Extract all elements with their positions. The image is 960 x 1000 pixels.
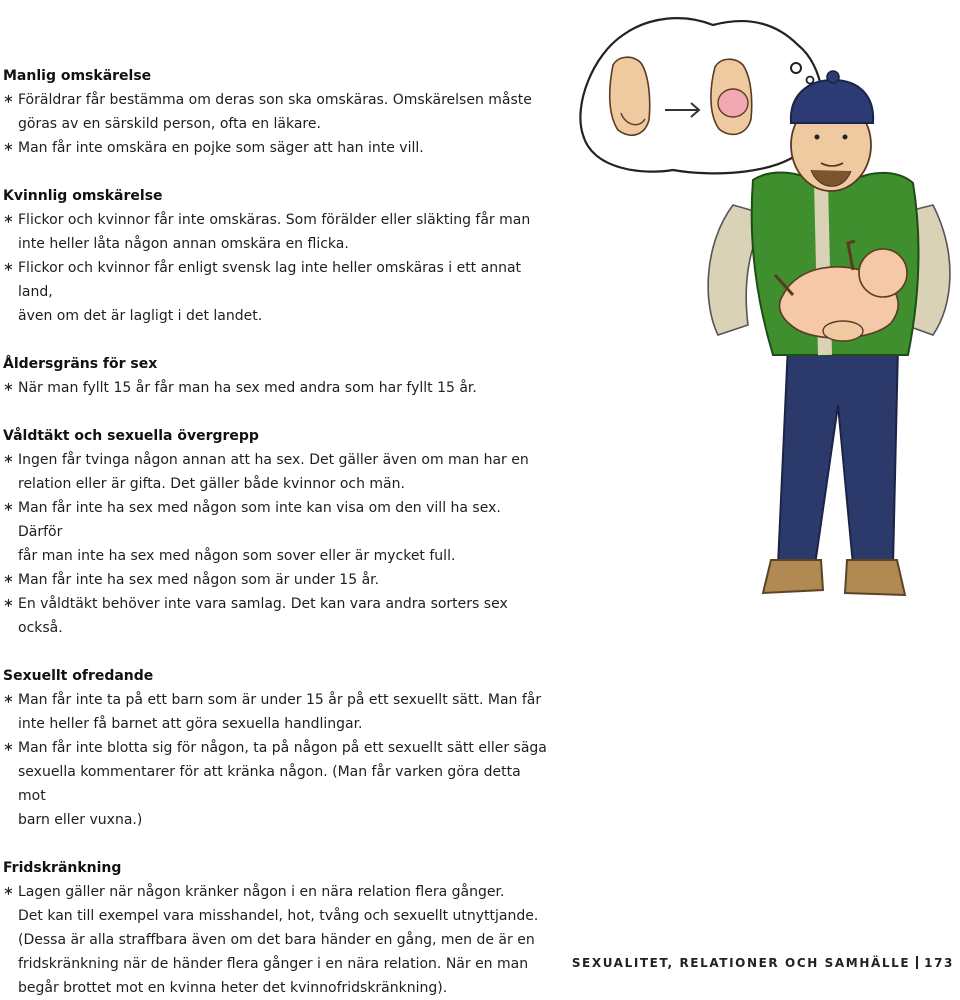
bullet-text: Ingen får tvinga någon annan att ha sex. Det gäller även om man har en [18,452,529,468]
section [3,184,548,328]
bullet-star-icon: ∗ [3,740,14,755]
bullet-item [3,688,548,712]
section [3,664,548,832]
footer-title: SEXUALITET, RELATIONER OCH SAMHÄLLE [571,956,911,970]
bullet-text: Man får inte omskära en pojke som säger att han inte vill. [18,140,424,156]
bullet-text: Flickor och kvinnor får inte omskäras. Som förälder eller släkting får man [18,212,531,228]
bullet-text: Föräldrar får bestämma om deras son ska omskäras. Omskärelsen måste [18,92,532,108]
bullet-star-icon: ∗ [3,596,14,611]
bullet-text: Man får inte ha sex med någon som är under 15 år. [18,572,380,588]
thought-bubble [580,18,822,173]
bullet-continuation: begår brottet mot en kvinna heter det kvinnofridskränkning). [18,980,448,996]
bullet-star-icon: ∗ [3,92,14,107]
bullet-text: Lagen gäller när någon kränker någon i en nära relation flera gånger. [18,884,505,900]
bullet-item [3,496,548,544]
bullet-item [3,136,548,160]
bullet-star-icon: ∗ [3,380,14,395]
main-text-column [3,64,548,1000]
bullet-item [3,568,548,592]
man-holding-baby-illustration [553,5,958,633]
bullet-continuation: barn eller vuxna.) [18,812,143,828]
bullet-text: När man fyllt 15 år får man ha sex med andra som har fyllt 15 år. [18,380,477,396]
bullet-item [3,880,548,904]
section-heading: Åldersgräns för sex [3,356,158,372]
section [3,352,548,400]
page-footer [572,956,954,970]
section-heading: Manlig omskärelse [3,68,152,84]
page-number: 173 [924,956,954,970]
bullet-text: Man får inte ta på ett barn som är under 15 år på ett sexuellt sätt. Man får [18,692,542,708]
bullet-item [3,736,548,760]
bullet-star-icon: ∗ [3,140,14,155]
bullet-continuation: fridskränkning när de händer flera gånger i en nära relation. När en man [18,956,529,972]
bullet-item [3,208,548,232]
section-heading: Sexuellt ofredande [3,668,154,684]
bullet-continuation: även om det är lagligt i det landet. [18,308,263,324]
bullet-continuation: får man inte ha sex med någon som sover eller är mycket full. [18,548,456,564]
bullet-continuation: relation eller är gifta. Det gäller både kvinnor och män. [18,476,405,492]
section-heading: Våldtäkt och sexuella övergrepp [3,428,259,444]
bullet-star-icon: ∗ [3,260,14,275]
section [3,856,548,1000]
section [3,424,548,640]
bullet-text: En våldtäkt behöver inte vara samlag. Det kan vara andra sorters sex också. [18,596,508,636]
section-heading: Kvinnlig omskärelse [3,188,163,204]
bullet-continuation: inte heller få barnet att göra sexuella handlingar. [18,716,363,732]
bullet-star-icon: ∗ [3,500,14,515]
bullet-item [3,592,548,640]
bullet-continuation: Det kan till exempel vara misshandel, hot, tvång och sexuellt utnyttjande. [18,908,539,924]
bullet-star-icon: ∗ [3,884,14,899]
bullet-text: Man får inte ha sex med någon som inte kan visa om den vill ha sex. Därför [18,500,501,540]
section [3,64,548,160]
bullet-continuation: inte heller låta någon annan omskära en flicka. [18,236,349,252]
bullet-text: Flickor och kvinnor får enligt svensk lag inte heller omskäras i ett annat land, [18,260,522,300]
bullet-item [3,256,548,304]
bullet-item [3,88,548,112]
bullet-star-icon: ∗ [3,452,14,467]
bullet-item [3,448,548,472]
footer-divider [916,956,918,969]
bullet-continuation: sexuella kommentarer för att kränka någon. (Man får varken göra detta mot [18,764,521,804]
bullet-item [3,376,548,400]
bullet-star-icon: ∗ [3,572,14,587]
section-heading: Fridskränkning [3,860,122,876]
bullet-text: Man får inte blotta sig för någon, ta på någon på ett sexuellt sätt eller säga [18,740,547,756]
bullet-continuation: göras av en särskild person, ofta en läkare. [18,116,321,132]
bullet-star-icon: ∗ [3,692,14,707]
bullet-continuation: (Dessa är alla straffbara även om det bara händer en gång, men de är en [18,932,535,948]
bullet-star-icon: ∗ [3,212,14,227]
